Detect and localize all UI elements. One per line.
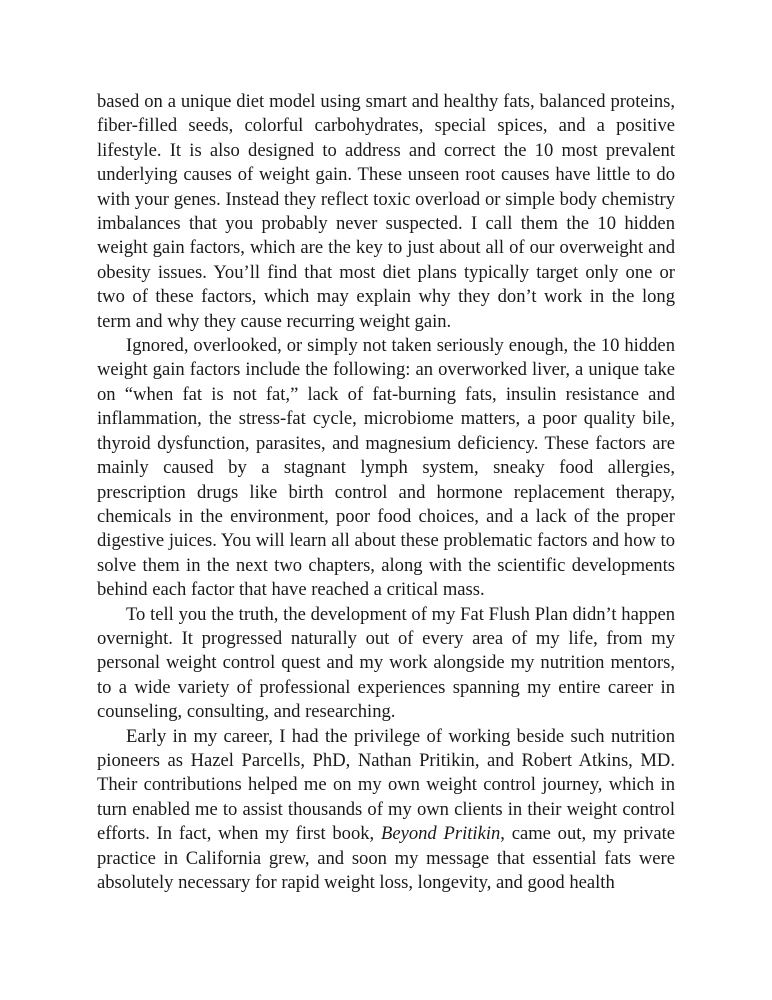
paragraph-2: [97, 334, 675, 602]
paragraph-2-text: Ignored, overlooked, or simply not taken seriously enough, the 10 hidden weight gain factors include the following: an overworked liver, a unique take on “when fat is not fat,” lack of fat-burning fats, insulin resistance and inflammation, the stress-fat cycle, microbiome matters, a poor quality bile, thyroid dysfunction, parasites, and magnesium deficiency. These factors are mainly caused by a stagnant lymph system, sneaky food allergies, prescription drugs like birth control and hormone replacement therapy, chemicals in the environment, poor food choices, and a lack of the proper digestive juices. You will learn all about these problematic factors and how to solve them in the next two chapters, along with the scientific developments behind each factor that have reached a critical mass.: [97, 335, 675, 601]
paragraph-3-text: To tell you the truth, the development of my Fat Flush Plan didn’t happen overnight. It progressed naturally out of every area of my life, from my personal weight control quest and my work alongside my nutrition mentors, to a wide variety of professional experiences spanning my entire career in counseling, consulting, and researching.: [97, 603, 675, 723]
book-title-beyond-pritikin: Beyond Pritikin: [380, 823, 501, 845]
paragraph-1-text: based on a unique diet model using smart and healthy fats, balanced proteins, fiber-filled seeds, colorful carbohydrates, special spices, and a positive lifestyle. It is also designed to address and correct the 10 most prevalent underlying causes of weight gain. These unseen root causes have little to do with your genes. Instead they reflect toxic overload or simple body chemistry imbalances that you probably never suspected. I call them the 10 hidden weight gain factors, which are the key to just about all of our overweight and obesity issues. You’ll find that most diet plans typically target only one or two of these factors, which may explain why they don’t work in the long term and why they cause recurring weight gain.: [97, 91, 675, 332]
paragraph-4: [97, 725, 675, 896]
paragraph-4-text-end: , came out, my private practice in California grew, and soon my message that essential fats were absolutely necessary for rapid weight loss, longevity, and good health: [97, 823, 675, 893]
page-body-text: [97, 90, 675, 895]
paragraph-1: [97, 90, 675, 334]
paragraph-4-text-start: Early in my career, I had the privilege of working beside such nutrition pioneers as Hazel Parcells, PhD, Nathan Pritikin, and Robert Atkins, MD. Their contributions helped me on my own weight control journey, which in turn enabled me to assist thousands of my own clients in their weight control efforts. In fact, when my first book,: [97, 725, 675, 845]
paragraph-3: [97, 603, 675, 725]
